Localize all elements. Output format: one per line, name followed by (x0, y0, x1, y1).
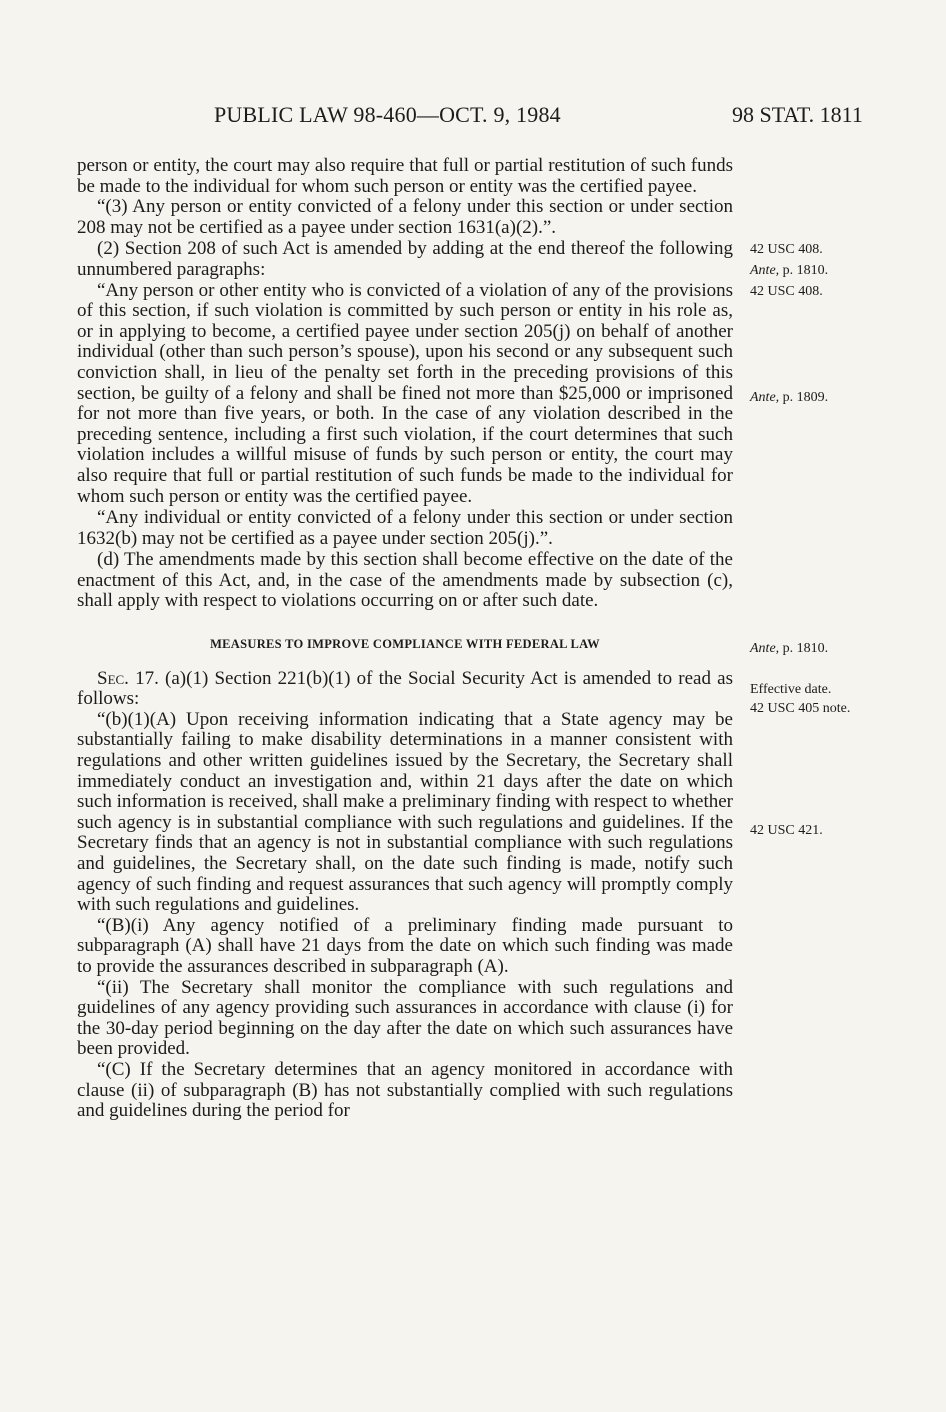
statute-page-number: 98 STAT. 1811 (732, 102, 863, 127)
margin-note-ante-1809 (750, 389, 828, 406)
margin-note-42-usc-408-second: 42 USC 408. (750, 284, 823, 299)
paragraph-b-i: “(B)(i) Any agency notified of a preliminary finding made pursuant to subparagraph (A) shall have 21 days from the date on which such finding was made to provide the assurances described in subparagraph (A). (77, 914, 733, 977)
section-17-text: 17. (a)(1) Section 221(b)(1) of the Social Security Act is amended to read as follows: (77, 667, 733, 710)
paragraph-continued: person or entity, the court may also require that full or partial restitution of such funds be made to the individual for whom such person or entity was the certified payee. (77, 155, 733, 197)
paragraph-effective-date: (d) The amendments made by this section shall become effective on the date of the enactment of this Act, and, in the case of the amendments made by subsection (c), shall apply with respect to violations occurring on or after such date. (77, 549, 733, 612)
paragraph-3: “(3) Any person or entity convicted of a felony under this section or under section 208 may not be certified as a payee under section 1631(a)(2).”. (77, 196, 733, 238)
section-heading: MEASURES TO IMPROVE COMPLIANCE WITH FEDERAL LAW (210, 637, 600, 652)
ante-label: Ante, (750, 641, 780, 656)
margin-note-42-usc-421: 42 USC 421. (750, 823, 823, 838)
paragraph-section-208-amend: (2) Section 208 of such Act is amended by adding at the end thereof the following unnumbered paragraphs: (77, 238, 733, 280)
ante-label: Ante, (750, 390, 780, 405)
paragraph-felony-provision: “Any person or other entity who is convicted of a violation of any of the provisions of this section, if such violation is committed by such person or entity in his role as, or in applying to become, a certified payee under section 205(j) on behalf of another individual (other than such person’s spouse), upon his second or any subsequent such conviction shall, in lieu of the penalty set forth in the preceding provisions of this section, be guilty of a felony and shall be fined not more than $25,000 or imprisoned for not more than five years, or both. In the case of any violation described in the preceding sentence, including a first such violation, if the court determines that such violation includes a willful misuse of funds by such person or entity, the court may also require that full or partial restitution of such funds be made to the individual for whom such person or entity was the certified payee. (77, 279, 733, 507)
margin-note-42-usc-405-note: 42 USC 405 note. (750, 701, 851, 716)
margin-note-effective-date: Effective date. (750, 682, 832, 697)
paragraph-c: “(C) If the Secretary determines that an agency monitored in accordance with clause (ii) of subparagraph (B) has not substantially complied with such regulations and guidelines during the period for (77, 1058, 733, 1122)
ante-label: Ante, (750, 263, 780, 278)
ante-page: p. 1809. (779, 390, 829, 405)
paragraph-felony-payee-bar: “Any individual or entity convicted of a felony under this section or under section 1632(b) may not be certified as a payee under section 205(j).”. (77, 507, 733, 549)
paragraph-b1a: “(b)(1)(A) Upon receiving information indicating that a State agency may be substantially failing to make disability determinations in a manner consistent with regulations and other written guidelines issued by the Secretary, the Secretary shall immediately conduct an investigation and, within 21 days after the date on which such information is received, shall make a preliminary finding with respect to whether such agency is in substantial compliance with such regulations and guidelines. If the Secretary finds that an agency is not in substantial compliance with such regulations and guidelines, the Secretary shall, on the date such finding is made, notify such agency of such finding and request assurances that such agency will promptly comply with such regulations and guidelines. (77, 708, 733, 916)
section-label: Sec. (97, 667, 129, 689)
paragraph-ii: “(ii) The Secretary shall monitor the compliance with such regulations and guidelines of any agency providing such assurances in accordance with clause (i) for the 30-day period beginning on the day after the date on which such assurances have been provided. (77, 976, 733, 1060)
body-text (77, 156, 733, 1122)
ante-page: p. 1810. (779, 641, 829, 656)
margin-note-ante-1810 (750, 262, 828, 279)
page-header (0, 100, 946, 134)
margin-note-42-usc-408: 42 USC 408. (750, 242, 823, 257)
ante-page: p. 1810. (779, 263, 829, 278)
margin-note-ante-1810-second (750, 640, 828, 657)
running-title: PUBLIC LAW 98-460—OCT. 9, 1984 (214, 102, 561, 127)
paragraph-section-17 (77, 669, 733, 710)
